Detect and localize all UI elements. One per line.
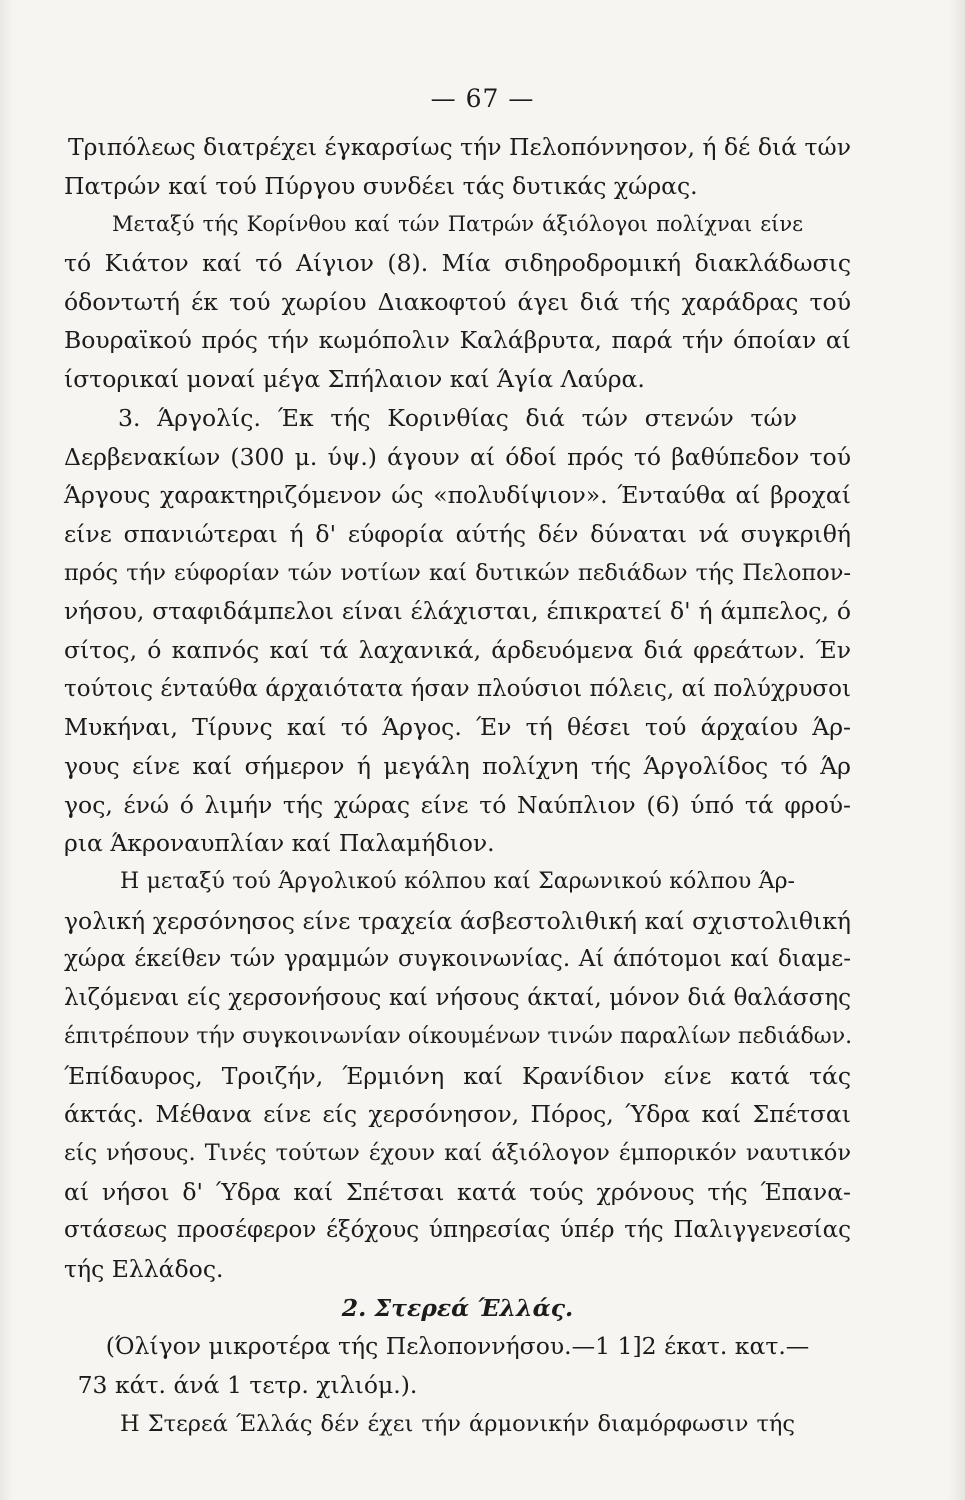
text-line: Έπίδαυρος, Τροιζήν, Έρμιόνη καί Κρανίδιον είνε κατά τάς <box>64 1061 851 1090</box>
text-line: Η Στερεά Έλλάς δέν έχει τήν άρμονικήν διαμόρφωσιν τής <box>120 1410 795 1437</box>
section-heading-line: 3. Άργολίς. Έκ τής Κορινθίας διά τών στενών τών <box>118 403 797 432</box>
text-line: χώρα έκείθεν τών γραμμών συγκοινωνίας. Αί άπότομοι καί διαμε- <box>64 946 851 973</box>
text-line: Μεταξύ τής Κορίνθου καί τών Πατρών άξιόλογοι πολίχναι είνε <box>112 212 803 237</box>
body-text <box>64 128 851 1443</box>
chapter-heading: 2. Στερεά Έλλάς. <box>341 1293 574 1322</box>
text-line: τής Ελλάδος. <box>64 1254 224 1283</box>
text-line: Η μεταξύ τού Άργολικού κόλπου καί Σαρωνικού κόλπου Άρ- <box>120 869 795 895</box>
text-line: Βουραϊκού πρός τήν κωμόπολιν Καλάβρυτα, παρά τήν όποίαν αί <box>64 326 851 355</box>
text-line: άκτάς. Μέθανα είνε είς χερσόνησον, Πόρος, Ύδρα καί Σπέτσαι <box>64 1100 851 1129</box>
chapter-subtitle-line: (Όλίγον μικροτέρα τής Πελοποννήσου.—1 1]2 έκατ. κατ.— <box>105 1332 810 1361</box>
chapter-subtitle-line: 73 κάτ. άνά 1 τετρ. χιλιόμ.). <box>77 1371 418 1399</box>
text-line: είς νήσους. Τινές τούτων έχουν καί άξιόλογον έμπορικόν ναυτικόν <box>64 1139 851 1166</box>
text-line: τό Κιάτον καί τό Αίγιον (8). Μία σιδηροδρομική διακλάδωσις <box>64 249 851 278</box>
text-line: στάσεως προσέφερον έξόχους ύπηρεσίας ύπέρ τής Παλιγγενεσίας <box>64 1217 851 1244</box>
text-line: όδοντωτή έκ τού χωρίου Διακοφτού άγει διά τής χαράδρας τού <box>64 287 851 316</box>
text-line: τούτοις ένταύθα άρχαιότατα ήσαν πλούσιοι πόλεις, αί πολύχρυσοι <box>64 675 851 702</box>
text-line: Μυκήναι, Τίρυνς καί τό Άργος. Έν τή θέσει τού άρχαίου Άρ- <box>64 713 851 742</box>
text-line: γολική χερσόνησος είνε τραχεία άσβεστολιθική καί σχιστολιθική <box>64 906 851 935</box>
text-line: ίστορικαί μοναί μέγα Σπήλαιον καί Άγία Λαύρα. <box>64 365 645 394</box>
text-line: έπιτρέπουν τήν συγκοινωνίαν οίκουμένων τινών παραλίων πεδιάδων. <box>64 1023 853 1049</box>
text-line: Δερβενακίων (300 μ. ύψ.) άγουν αί όδοί πρός τό βαθύπεδον τού <box>64 442 851 471</box>
text-line: Άργους χαρακτηριζόμενον ώς «πολυδίψιον». Ένταύθα αί βροχαί <box>64 481 851 510</box>
text-line: ρια Άκροναυπλίαν καί Παλαμήδιον. <box>64 829 495 858</box>
text-line: γους είνε καί σήμερον ή μεγάλη πολίχνη τής Άργολίδος τό Άρ <box>64 752 851 780</box>
text-line: λιζόμεναι είς χερσονήσους καί νήσους άκταί, μόνον διά θαλάσσης <box>64 985 851 1012</box>
text-line: Τριπόλεως διατρέχει έγκαρσίως τήν Πελοπόννησον, ή δέ διά τών <box>68 133 851 161</box>
text-line: πρός τήν εύφορίαν τών νοτίων καί δυτικών πεδιάδων τής Πελοπον- <box>64 559 851 586</box>
text-line: σίτος, ό καπνός καί τά λαχανικά, άρδευόμενα διά φρεάτων. Έν <box>64 635 851 664</box>
text-line: Πατρών καί τού Πύργου συνδέει τάς δυτικάς χώρας. <box>64 171 698 200</box>
text-line: γος, ένώ ό λιμήν τής χώρας είνε τό Ναύπλιον (6) ύπό τά φρού- <box>64 790 851 819</box>
text-line: νήσου, σταφιδάμπελοι είναι έλάχισται, έπικρατεί δ' ή άμπελος, ό <box>64 597 851 626</box>
text-line: αί νήσοι δ' Ύδρα καί Σπέτσαι κατά τούς χρόνους τής Έπανα- <box>64 1177 851 1206</box>
page-number: — 67 — <box>430 84 535 113</box>
text-line: είνε σπανιώτεραι ή δ' εύφορία αύτής δέν δύναται νά συγκριθή <box>64 519 851 548</box>
